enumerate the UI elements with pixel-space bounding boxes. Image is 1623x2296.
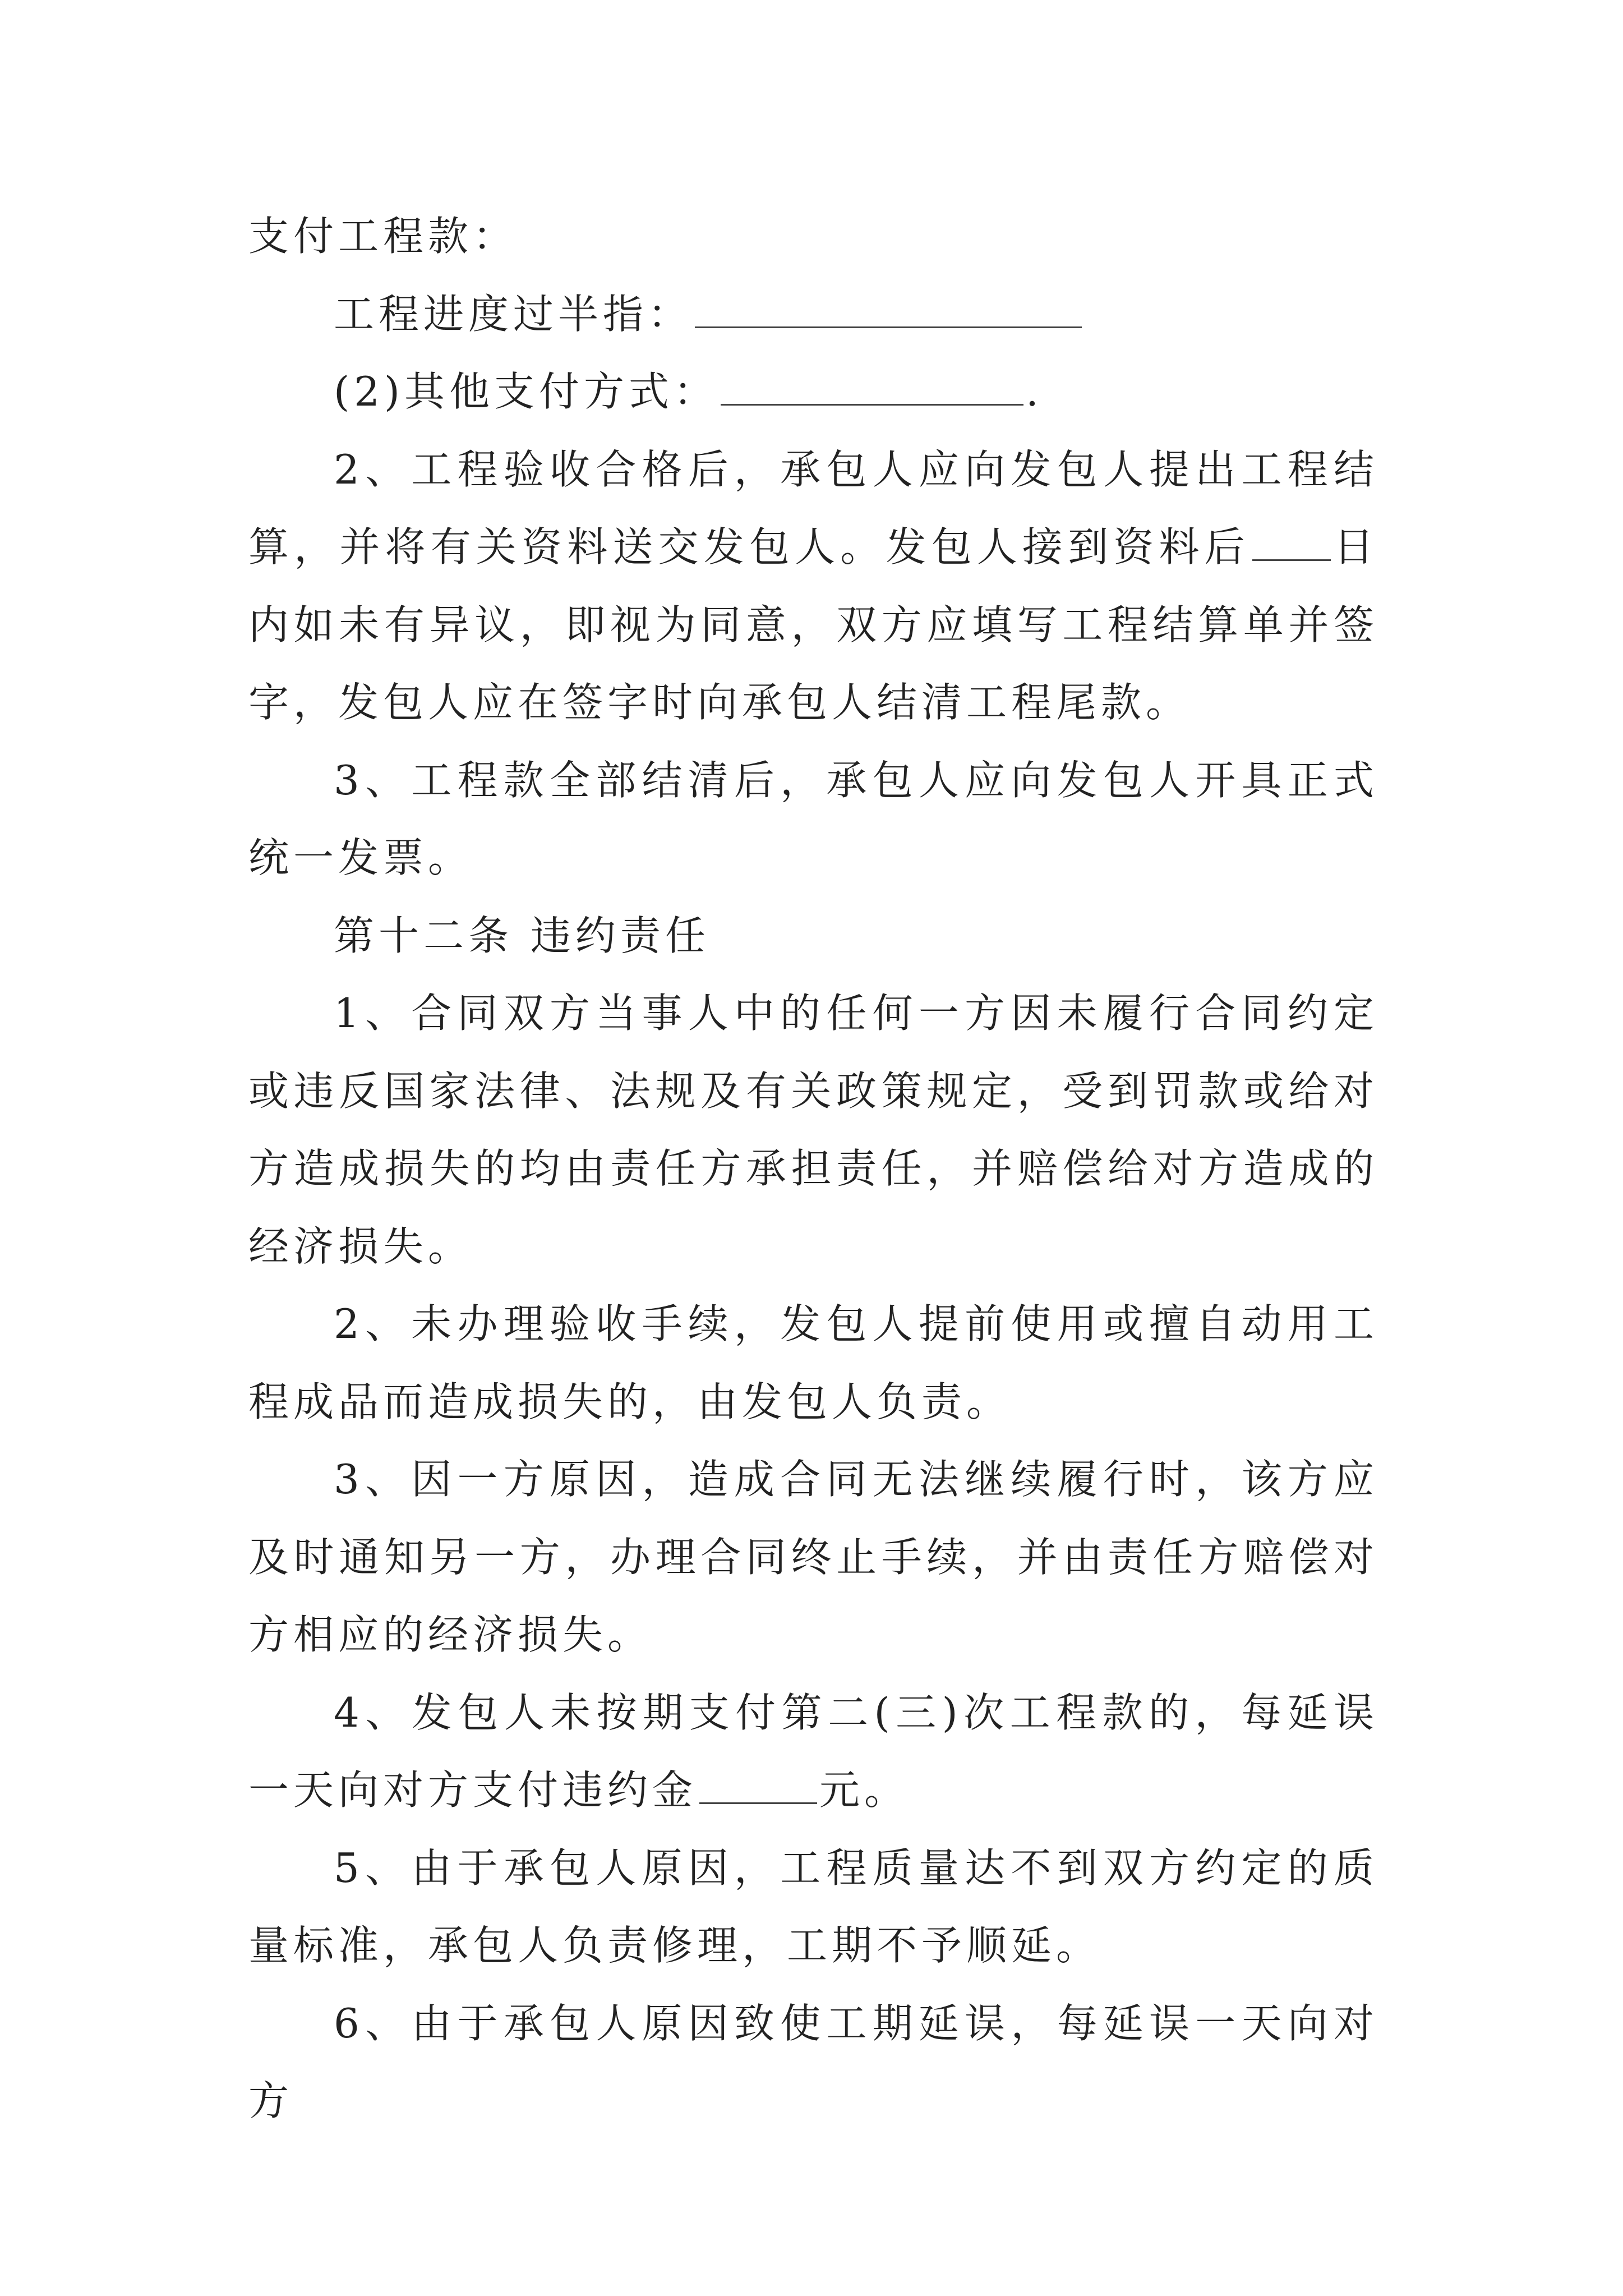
paragraph-progress-half: 工程进度过半指： [248,275,1378,353]
document-body [248,197,1378,2140]
paragraph-settlement: 2、工程验收合格后，承包人应向发包人提出工程结算，并将有关资料送交发包人。发包人接到资料后 日内如未有异议，即视为同意，双方应填写工程结算单并签字，发包人应在签字时向承包人结清工程尾款。 [248,445,1378,726]
paragraph-breach-6: 6、由于承包人原因致使工期延误，每延误一天向对方 [248,1999,1378,2124]
paragraph-other-payment: (2)其他支付方式： . [334,368,1043,415]
paragraph-invoice: 3、工程款全部结清后，承包人应向发包人开具正式统一发票。 [248,756,1378,881]
fill-blank-penalty[interactable] [699,1766,817,1804]
section-heading-breach: 第十二条 违约责任 [334,912,710,959]
paragraph-breach-3: 3、因一方原因，造成合同无法继续履行时，该方应及时通知另一方，办理合同终止手续，并由责任方赔偿对方相应的经济损失。 [248,1456,1378,1658]
paragraph-payment-heading: 支付工程款： [248,213,518,260]
fill-blank-other-payment[interactable] [721,367,1023,406]
fill-blank-days[interactable] [1252,523,1331,561]
paragraph-breach-4: 4、发包人未按期支付第二(三)次工程款的，每延误一天向对方支付违约金 元。 [248,1688,1378,1814]
paragraph-breach-2: 2、未办理验收手续，发包人提前使用或擅自动用工程成品而造成损失的，由发包人负责。 [248,1300,1378,1425]
paragraph-breach-5: 5、由于承包人原因，工程质量达不到双方约定的质量标准，承包人负责修理，工期不予顺延。 [248,1844,1378,1969]
fill-blank-progress[interactable] [695,290,1082,328]
paragraph-breach-1: 1、合同双方当事人中的任何一方因未履行合同约定或违反国家法律、法规及有关政策规定，受到罚款或给对方造成损失的均由责任方承担责任，并赔偿给对方造成的经济损失。 [248,990,1378,1270]
